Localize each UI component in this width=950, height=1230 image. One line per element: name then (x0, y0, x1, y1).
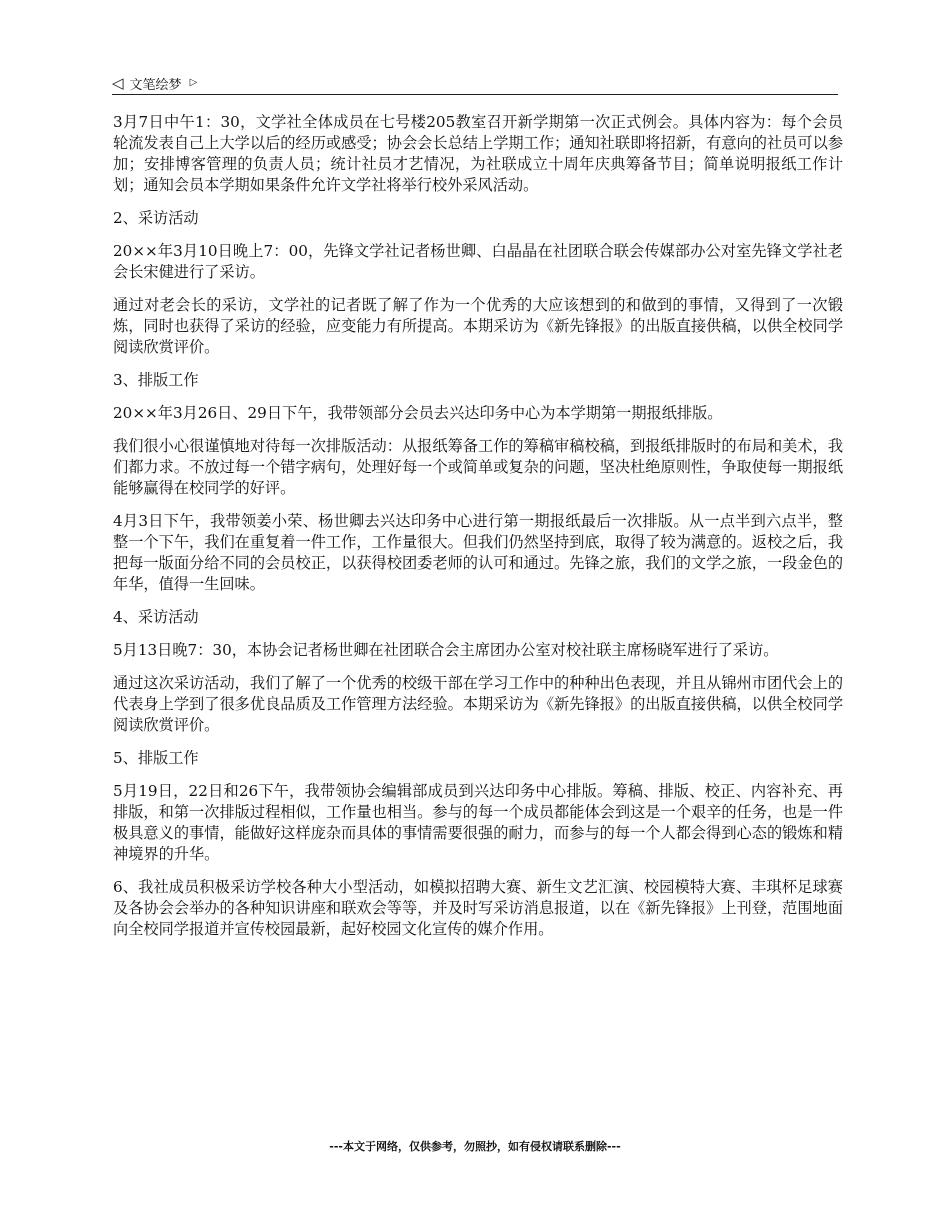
paragraph-layout-final: 4月3日下午，我带领姜小荣、杨世卿去兴达印务中心进行第一期报纸最后一次排版。从一点半到六点半，整整一个下午，我们在重复着一件工作，工作量很大。但我们仍然坚持到底，取得了较为满意的。返校之后，我把每一版面分给不同的会员校正，以获得校团委老师的认可和通过。先锋之旅，我们的文学之旅，一段金色的年华，值得一生回味。 (113, 512, 843, 593)
right-triangle-icon: ▷ (189, 77, 198, 88)
paragraph-layout-1: 20××年3月26日、29日下午，我带领部分会员去兴达印务中心为本学期第一期报纸排版。 (113, 404, 723, 422)
section-heading-layout-1: 3、排版工作 (113, 371, 199, 389)
left-triangle-icon: ◁ (112, 73, 124, 92)
document-body (113, 112, 843, 952)
paragraph-interview-1-result: 通过对老会长的采访，文学社的记者既了解了作为一个优秀的大应该想到的和做到的事情，又得到了一次锻炼，同时也获得了采访的经验，应变能力有所提高。本期采访为《新先锋报》的出版直接供稿，以供全校同学阅读欣赏评价。 (113, 296, 843, 356)
paragraph-layout-2: 5月19日，22日和26下午，我带领协会编辑部成员到兴达印务中心排版。筹稿、排版、校正、内容补充、再排版，和第一次排版过程相似，工作量也相当。参与的每一个成员都能体会到这是一个艰辛的任务，也是一件极具意义的事情，能做好这样庞杂而具体的事情需要很强的耐力，而参与的每一个人都会得到心态的锻炼和精神境界的升华。 (113, 782, 843, 863)
paragraph-interview-1: 20××年3月10日晚上7：00，先锋文学社记者杨世卿、白晶晶在社团联合联会传媒部办公对室先锋文学社老会长宋健进行了采访。 (113, 242, 843, 281)
paragraph-interview-2: 5月13日晚7：30，本协会记者杨世卿在社团联合会主席团办公室对校社联主席杨晓军进行了采访。 (113, 641, 779, 659)
section-heading-layout-2: 5、排版工作 (113, 749, 199, 767)
paragraph-meeting: 3月7日中午1：30，文学社全体成员在七号楼205教室召开新学期第一次正式例会。具体内容为：每个会员轮流发表自己上大学以后的经历或感受；协会会长总结上学期工作；通知社联即将招新，有意向的社员可以参加；安排博客管理的负责人员；统计社员才艺情况，为社联成立十周年庆典筹备节目；简单说明报纸工作计划；通知会员本学期如果条件允许文学社将举行校外采风活动。 (113, 113, 843, 194)
paragraph-activities: 6、我社成员积极采访学校各种大小型活动，如模拟招聘大赛、新生文艺汇演、校园模特大赛、丰琪杯足球赛及各协会会举办的各种知识讲座和联欢会等等，并及时写采访消息报道，以在《新先锋报》上刊登，范围地面向全校同学报道并宣传校园最新，起好校园文化宣传的媒介作用。 (113, 878, 843, 938)
header-title: 文笔绘梦 (129, 77, 182, 93)
section-heading-interview-1: 2、采访活动 (113, 209, 199, 227)
page-footer: ---本文于网络，仅供参考，勿照抄，如有侵权请联系删除--- (329, 1140, 621, 1153)
paragraph-interview-2-result: 通过这次采访活动，我们了解了一个优秀的校级干部在学习工作中的种种出色表现，并且从锦州市团代会上的代表身上学到了很多优良品质及工作管理方法经验。本期采访为《新先锋报》的出版直接供稿，以供全校同学阅读欣赏评价。 (113, 674, 843, 734)
page-header (112, 72, 838, 95)
paragraph-layout-attitude: 我们很小心很谨慎地对待每一次排版活动：从报纸筹备工作的筹稿审稿校稿，到报纸排版时的布局和美术，我们都力求。不放过每一个错字病句，处理好每一个或简单或复杂的问题，坚决杜绝原则性，争取使每一期报纸能够赢得在校同学的好评。 (113, 437, 843, 497)
section-heading-interview-2: 4、采访活动 (113, 608, 199, 626)
